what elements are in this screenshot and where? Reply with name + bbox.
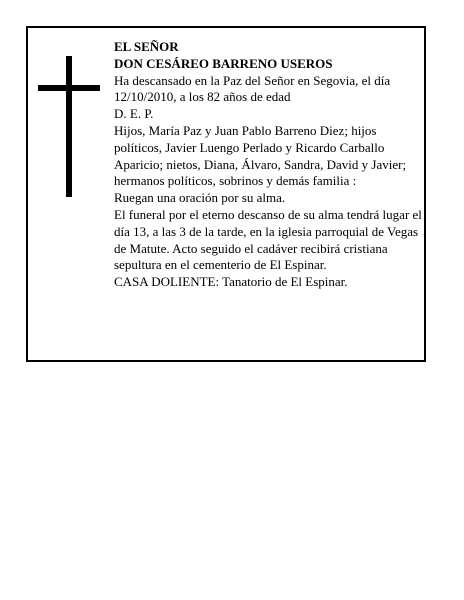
mourning-house: CASA DOLIENTE: Tanatorio de El Espinar. (114, 274, 348, 290)
dep-line: D. E. P. (114, 106, 154, 122)
cross-horizontal-bar (38, 85, 100, 91)
heading-title: EL SEÑOR (114, 39, 179, 54)
family-list: Hijos, María Paz y Juan Pablo Barreno Diez; hijos políticos, Javier Luengo Perlado y Ricardo Carballo Aparicio; nietos, Diana, Álvaro, Sandra, David y Javier; hermanos políticos, sobrinos y demás familia : (114, 122, 407, 189)
obituary-notice (26, 26, 426, 362)
funeral-details: El funeral por el eterno descanso de su alma tendrá lugar el día 13, a las 3 de la tarde, en la iglesia parroquial de Vegas de Matute. Acto seguido el cadáver recibirá cristiana sepultura en el cementerio de El Espinar. (114, 206, 422, 273)
prayer-request: Ruegan una oración por su alma. (114, 190, 286, 206)
notice-text (114, 39, 426, 291)
cross-vertical-bar (66, 56, 72, 197)
deceased-name: DON CESÁREO BARRENO USEROS (114, 55, 333, 71)
death-statement: Ha descansado en la Paz del Señor en Segovia, el día 12/10/2010, a los 82 años de edad (114, 72, 391, 105)
